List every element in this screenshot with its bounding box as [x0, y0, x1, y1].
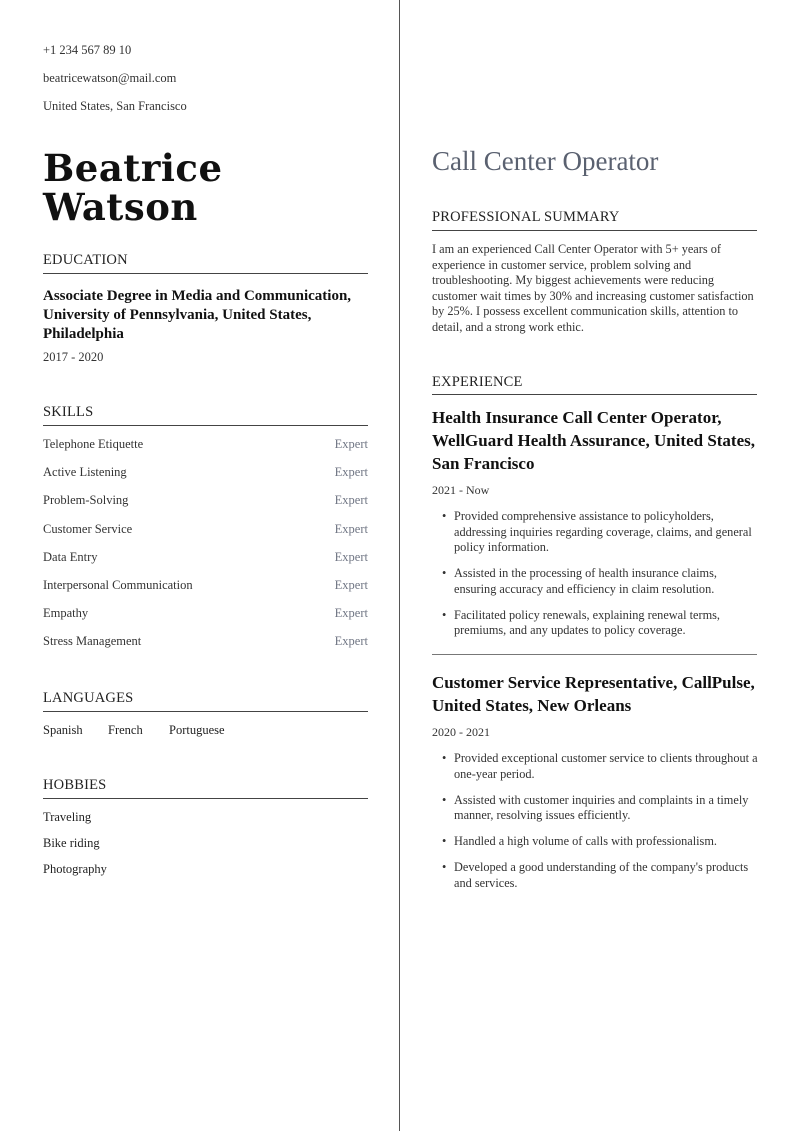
- summary-rule: [432, 230, 757, 231]
- language-item: Spanish: [43, 723, 83, 737]
- candidate-name: [43, 146, 223, 229]
- first-name: Beatrice: [43, 146, 223, 190]
- skill-name: Telephone Etiquette: [43, 437, 144, 451]
- education-rule: [43, 273, 368, 274]
- skill-name: Active Listening: [43, 465, 127, 480]
- job-title: Call Center Operator: [432, 146, 659, 176]
- bullet-item: • Handled a high volume of calls with professionalism.: [442, 834, 717, 848]
- skills-rule: [43, 425, 368, 426]
- hobby-item: Photography: [43, 862, 107, 876]
- summary-text: I am an experienced Call Center Operator with 5+ years of experience in customer service, problem solving and troubleshooting. My biggest achievements were reducing customer wait times by 30% and increasing customer satisfaction by 25%. I possess excellent communication skills, attention to detail, and a strong work ethic.: [432, 242, 754, 334]
- column-divider: [399, 0, 400, 1131]
- skill-name: Interpersonal Communication: [43, 578, 193, 592]
- skill-name: Empathy: [43, 606, 89, 621]
- skill-level: Expert: [334, 437, 368, 451]
- bullet-item: • Assisted with customer inquiries and complaints in a timely manner, resolving issues efficiently.: [442, 792, 749, 822]
- experience-dates: 2020 - 2021: [432, 725, 490, 739]
- hobby-item: Bike riding: [43, 836, 100, 850]
- skill-name: Stress Management: [43, 634, 142, 649]
- education-heading: EDUCATION: [43, 252, 128, 268]
- experience-bullets: [440, 509, 758, 649]
- bullet-item: • Assisted in the processing of health insurance claims, ensuring accuracy and efficiency in claim resolution.: [442, 566, 717, 596]
- language-item: French: [108, 723, 143, 737]
- skill-level: Expert: [334, 549, 368, 564]
- bullet-item: • Facilitated policy renewals, explaining renewal terms, premiums, and any updates to policy coverage.: [442, 607, 720, 637]
- skill-level: Expert: [334, 606, 368, 621]
- hobbies-rule: [43, 798, 368, 799]
- bullet-item: • Provided exceptional customer service to clients throughout a one-year period.: [442, 751, 758, 781]
- experience-title: Health Insurance Call Center Operator, WellGuard Health Assurance, United States, San Francisco: [432, 408, 756, 473]
- experience-bullets: [440, 751, 758, 902]
- contact-email: beatricewatson@mail.com: [43, 71, 177, 85]
- experience-title: Customer Service Representative, CallPulse, United States, New Orleans: [432, 673, 755, 715]
- education-dates: 2017 - 2020: [43, 350, 104, 364]
- experience-separator: [432, 654, 757, 655]
- experience-dates: 2021 - Now: [432, 483, 490, 497]
- hobbies-heading: HOBBIES: [43, 777, 107, 793]
- experience-rule: [432, 394, 757, 395]
- skill-name: Customer Service: [43, 521, 133, 536]
- skill-level: Expert: [334, 578, 368, 592]
- bullet-item: • Provided comprehensive assistance to policyholders, addressing inquiries regarding coverage, claims, and general policy information.: [442, 509, 752, 554]
- languages-rule: [43, 711, 368, 712]
- last-name: Watson: [43, 185, 198, 229]
- hobby-item: Traveling: [43, 810, 92, 824]
- skill-name: Problem-Solving: [43, 493, 129, 508]
- skill-level: Expert: [334, 521, 368, 536]
- summary-heading: PROFESSIONAL SUMMARY: [432, 209, 620, 225]
- contact-phone: +1 234 567 89 10: [43, 43, 132, 57]
- skills-heading: SKILLS: [43, 404, 94, 420]
- skill-level: Expert: [334, 634, 368, 649]
- skill-level: Expert: [334, 493, 368, 508]
- experience-heading: EXPERIENCE: [432, 374, 523, 390]
- language-item: Portuguese: [169, 723, 225, 737]
- skill-name: Data Entry: [43, 549, 98, 564]
- skill-level: Expert: [334, 465, 368, 480]
- contact-location: United States, San Francisco: [43, 99, 187, 113]
- education-degree: Associate Degree in Media and Communication, University of Pennsylvania, United States, Philadelphia: [43, 288, 352, 342]
- bullet-item: • Developed a good understanding of the company's products and services.: [442, 860, 749, 890]
- languages-heading: LANGUAGES: [43, 690, 134, 706]
